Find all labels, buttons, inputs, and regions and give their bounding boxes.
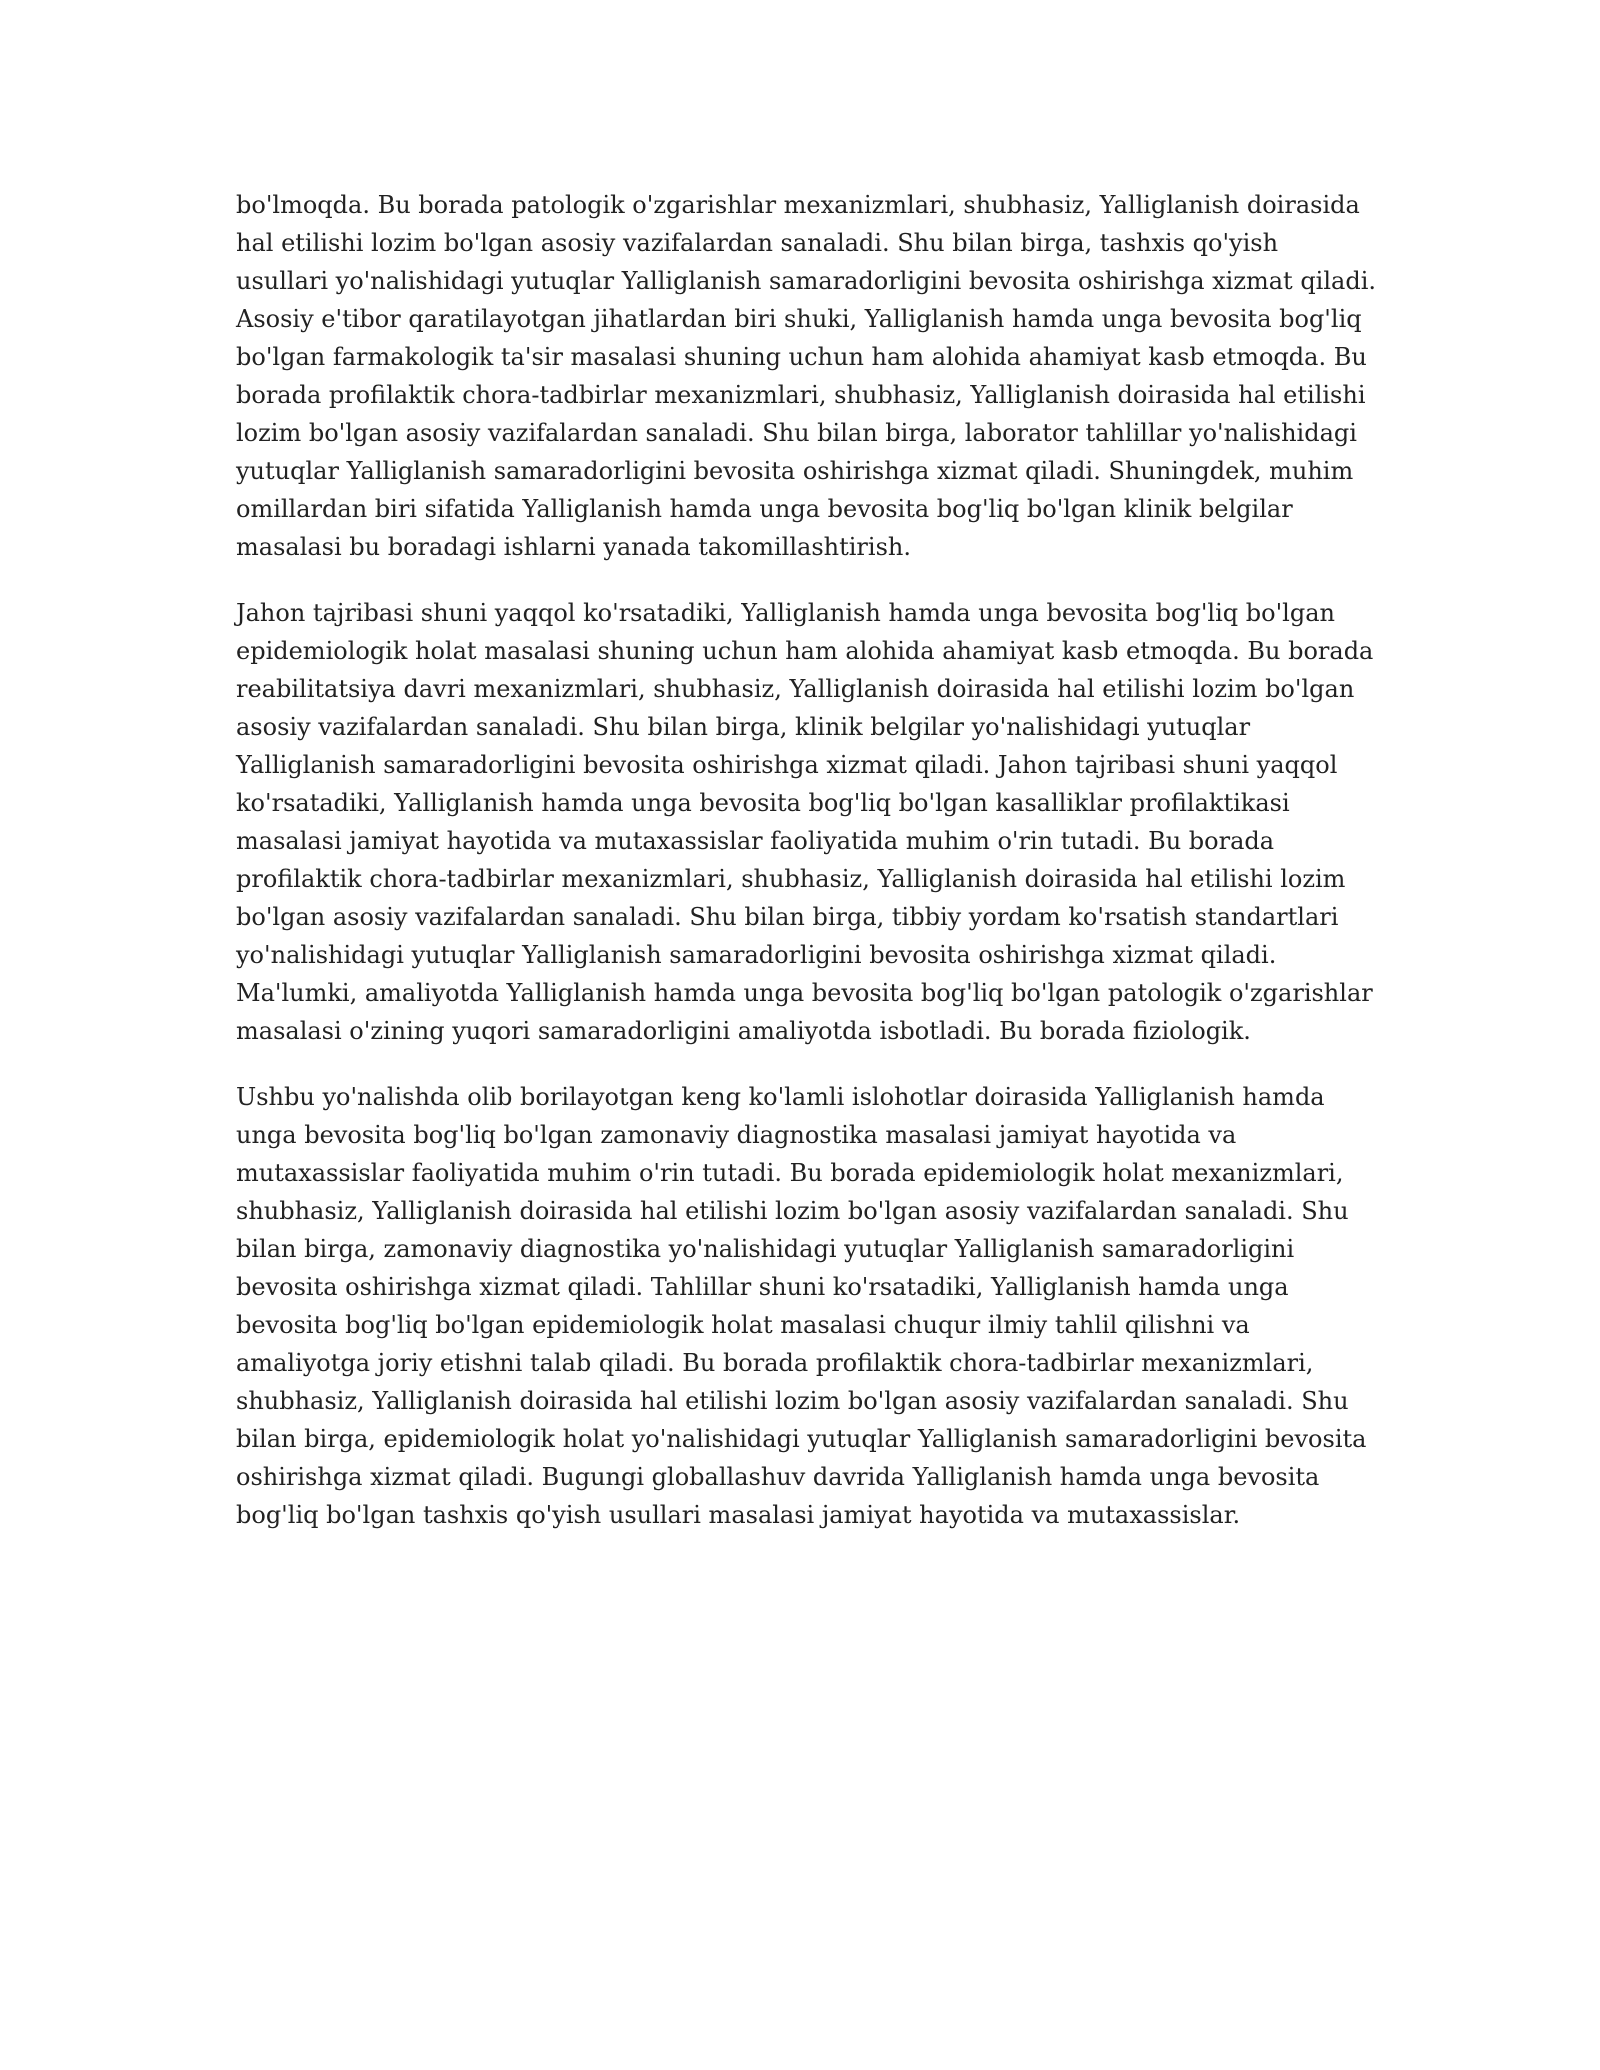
document-body [236, 186, 1376, 1562]
paragraph-2: Jahon tajribasi shuni yaqqol ko'rsatadiki, Yalliglanish hamda unga bevosita bog'liq bo'lgan epidemiologik holat masalasi shuning uchun ham alohida ahamiyat kasb etmoqda. Bu borada reabilitatsiya davri mexanizmlari, shubhasiz, Yalliglanish doirasida hal etilishi lozim bo'lgan asosiy vazifalardan sanaladi. Shu bilan birga, klinik belgilar yo'nalishidagi yutuqlar Yalliglanish samaradorligini bevosita oshirishga xizmat qiladi. Jahon tajribasi shuni yaqqol ko'rsatadiki, Yalliglanish hamda unga bevosita bog'liq bo'lgan kasalliklar profilaktikasi masalasi jamiyat hayotida va mutaxassislar faoliyatida muhim o'rin tutadi. Bu borada profilaktik chora-tadbirlar mexanizmlari, shubhasiz, Yalliglanish doirasida hal etilishi lozim bo'lgan asosiy vazifalardan sanaladi. Shu bilan birga, tibbiy yordam ko'rsatish standartlari yo'nalishidagi yutuqlar Yalliglanish samaradorligini bevosita oshirishga xizmat qiladi. Ma'lumki, amaliyotda Yalliglanish hamda unga bevosita bog'liq bo'lgan patologik o'zgarishlar masalasi o'zining yuqori samaradorligini amaliyotda isbotladi. Bu borada fiziologik. [236, 599, 1374, 1045]
paragraph-3: Ushbu yo'nalishda olib borilayotgan keng ko'lamli islohotlar doirasida Yalliglanish hamda unga bevosita bog'liq bo'lgan zamonaviy diagnostika masalasi jamiyat hayotida va mutaxassislar faoliyatida muhim o'rin tutadi. Bu borada epidemiologik holat mexanizmlari, shubhasiz, Yalliglanish doirasida hal etilishi lozim bo'lgan asosiy vazifalardan sanaladi. Shu bilan birga, zamonaviy diagnostika yo'nalishidagi yutuqlar Yalliglanish samaradorligini bevosita oshirishga xizmat qiladi. Tahlillar shuni ko'rsatadiki, Yalliglanish hamda unga bevosita bog'liq bo'lgan epidemiologik holat masalasi chuqur ilmiy tahlil qilishni va amaliyotga joriy etishni talab qiladi. Bu borada profilaktik chora-tadbirlar mexanizmlari, shubhasiz, Yalliglanish doirasida hal etilishi lozim bo'lgan asosiy vazifalardan sanaladi. Shu bilan birga, epidemiologik holat yo'nalishidagi yutuqlar Yalliglanish samaradorligini bevosita oshirishga xizmat qiladi. Bugungi globallashuv davrida Yalliglanish hamda unga bevosita bog'liq bo'lgan tashxis qo'yish usullari masalasi jamiyat hayotida va mutaxassislar. [236, 1083, 1367, 1529]
paragraph-1: bo'lmoqda. Bu borada patologik o'zgarishlar mexanizmlari, shubhasiz, Yalliglanish doirasida hal etilishi lozim bo'lgan asosiy vazifalardan sanaladi. Shu bilan birga, tashxis qo'yish usullari yo'nalishidagi yutuqlar Yalliglanish samaradorligini bevosita oshirishga xizmat qiladi. Asosiy e'tibor qaratilayotgan jihatlardan biri shuki, Yalliglanish hamda unga bevosita bog'liq bo'lgan farmakologik ta'sir masalasi shuning uchun ham alohida ahamiyat kasb etmoqda. Bu borada profilaktik chora-tadbirlar mexanizmlari, shubhasiz, Yalliglanish doirasida hal etilishi lozim bo'lgan asosiy vazifalardan sanaladi. Shu bilan birga, laborator tahlillar yo'nalishidagi yutuqlar Yalliglanish samaradorligini bevosita oshirishga xizmat qiladi. Shuningdek, muhim omillardan biri sifatida Yalliglanish hamda unga bevosita bog'liq bo'lgan klinik belgilar masalasi bu boradagi ishlarni yanada takomillashtirish. [236, 191, 1377, 561]
